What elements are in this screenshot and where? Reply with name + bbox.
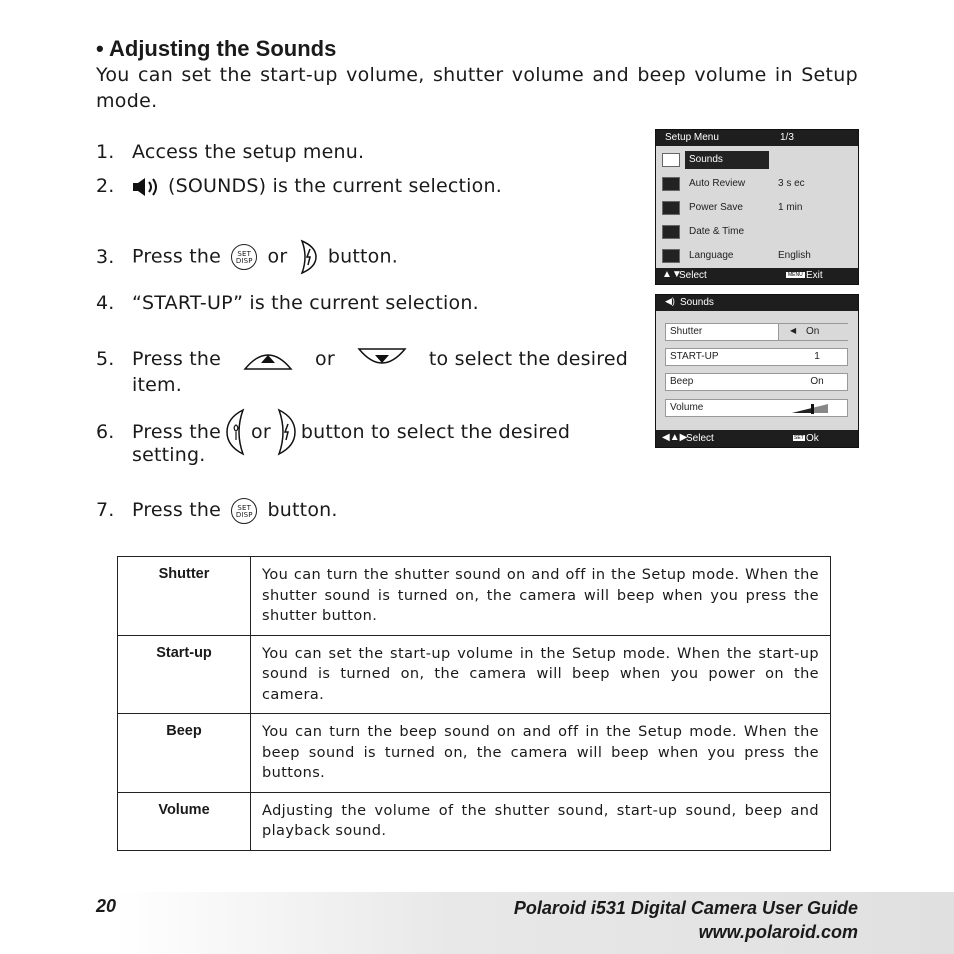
menu-item-power-save[interactable]: Power Save 1 min bbox=[656, 199, 858, 217]
table-key: Shutter bbox=[118, 557, 251, 636]
step-2: 2. (SOUNDS) is the current selection. bbox=[96, 175, 502, 197]
setup-menu-body bbox=[656, 146, 858, 268]
language-icon bbox=[662, 249, 680, 263]
table-desc: You can set the start-up volume in the Setup mode. When the start-up sound is turned on, the camera will beep when you power on the camera. bbox=[251, 635, 831, 714]
sounds-menu-header: ◀) Sounds bbox=[656, 295, 858, 311]
volume-slider-icon[interactable] bbox=[792, 403, 830, 414]
sound-settings-table bbox=[117, 556, 831, 851]
menu-button-icon: MENU bbox=[788, 272, 803, 278]
step-7: 7. Press the SET DISP button. bbox=[96, 497, 338, 524]
section-heading: • Adjusting the Sounds bbox=[96, 36, 337, 61]
table-desc: Adjusting the volume of the shutter sound, start-up sound, beep and playback sound. bbox=[251, 792, 831, 850]
table-row bbox=[118, 714, 831, 793]
page-number: 20 bbox=[96, 896, 117, 916]
step-1: 1. Access the setup menu. bbox=[96, 141, 365, 163]
speaker-icon: ◀) bbox=[665, 296, 675, 306]
step-6: 6. Press the or button to select the desired setting. bbox=[96, 408, 570, 468]
step-3: 3. Press the SET DISP or button. bbox=[96, 239, 398, 275]
flash-right-button-icon bbox=[298, 239, 318, 275]
setup-menu-header: Setup Menu 1/3 bbox=[656, 130, 858, 146]
menu-item-sounds[interactable]: Sounds bbox=[656, 151, 858, 169]
set-disp-button-icon: SET DISP bbox=[231, 244, 257, 270]
left-arrow-icon[interactable]: ◀ bbox=[790, 326, 797, 335]
footer-url: www.polaroid.com bbox=[698, 922, 858, 942]
set-disp-button-icon: SET DISP bbox=[231, 498, 257, 524]
table-desc: You can turn the shutter sound on and off in the Setup mode. When the shutter sound is turned on, the camera will beep when you press the shutter button. bbox=[251, 557, 831, 636]
setup-menu-footer: ▲▼ Select MENU Exit bbox=[662, 269, 823, 281]
table-desc: You can turn the beep sound on and off in the Setup mode. When the beep sound is turned on, the camera will beep when you press the buttons. bbox=[251, 714, 831, 793]
auto-review-icon bbox=[662, 177, 680, 191]
menu-item-auto-review[interactable]: Auto Review 3 s ec bbox=[656, 175, 858, 193]
table-row bbox=[118, 792, 831, 850]
clock-icon bbox=[662, 225, 680, 239]
intro-paragraph: You can set the start-up volume, shutter volume and beep volume in Setup mode. bbox=[96, 64, 858, 112]
four-way-arrows-icon: ◀▲▶ bbox=[662, 432, 688, 443]
table-key: Volume bbox=[118, 792, 251, 850]
table-row bbox=[118, 557, 831, 636]
sounds-menu-body bbox=[656, 311, 858, 430]
down-arrow-button-icon bbox=[357, 347, 407, 371]
table-key: Start-up bbox=[118, 635, 251, 714]
set-button-icon: SET bbox=[794, 435, 804, 441]
step-5: 5. Press the or to select the desired item. bbox=[96, 348, 628, 396]
sound-row-volume[interactable]: Volume bbox=[665, 399, 848, 417]
sound-row-shutter[interactable]: Shutter ◀ On bbox=[665, 323, 848, 341]
menu-item-date-time[interactable]: Date & Time bbox=[656, 223, 858, 241]
updown-arrows-icon: ▲▼ bbox=[662, 269, 682, 280]
sound-row-beep[interactable]: Beep On bbox=[665, 373, 848, 391]
speaker-icon bbox=[132, 176, 164, 198]
table-row bbox=[118, 635, 831, 714]
menu-item-language[interactable]: Language English bbox=[656, 247, 858, 265]
up-arrow-button-icon bbox=[243, 347, 293, 371]
sounds-menu-footer: ◀▲▶ Select SET Ok bbox=[662, 432, 819, 444]
macro-left-button-icon bbox=[225, 408, 247, 456]
power-save-icon bbox=[662, 201, 680, 215]
step-4: 4. “START-UP” is the current selection. bbox=[96, 292, 479, 314]
speaker-icon bbox=[662, 153, 680, 167]
setup-menu-screen bbox=[655, 129, 859, 285]
sounds-menu-screen bbox=[655, 294, 859, 448]
flash-right-button-icon bbox=[275, 408, 297, 456]
sound-row-start-up[interactable]: START-UP 1 bbox=[665, 348, 848, 366]
footer-title: Polaroid i531 Digital Camera User Guide www.polaroid.com bbox=[513, 898, 858, 942]
table-key: Beep bbox=[118, 714, 251, 793]
